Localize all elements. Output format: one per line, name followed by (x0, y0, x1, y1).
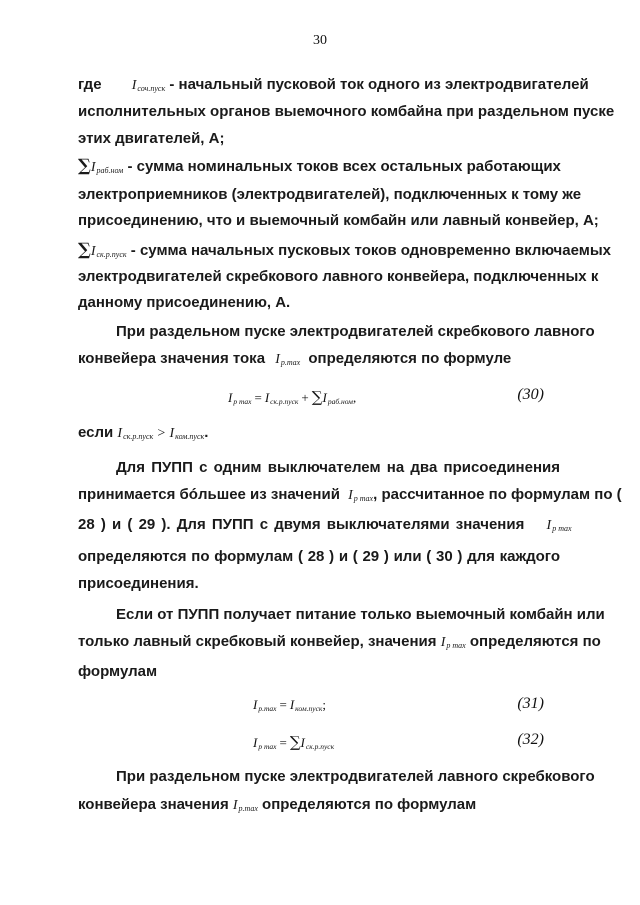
current-subscript: ск.р.пуск (123, 432, 154, 441)
current-symbol: $I_{р max}$ (440, 635, 466, 650)
current-symbol: $I_{ск.р.пуск}$ (117, 426, 154, 441)
sum-term: $\sum I_{ск.р.пуск}$ (78, 240, 127, 260)
text-span: конвейера значения тока (78, 350, 266, 367)
definition-2-line-3: присоединению, что и выемочный комбайн или лавный конвейер, А; (78, 212, 599, 229)
paragraph-1-line-1: При раздельном пуске электродвигателей скребкового лавного (116, 323, 595, 340)
paragraph-2-line-5: присоединения. (78, 575, 199, 592)
current-subscript: раб.ном (96, 166, 124, 175)
current-symbol: $I_{р.max}$ (275, 352, 301, 367)
sum-icon: ∑ (78, 240, 91, 260)
paragraph-2-line-4: определяются по формулам ( 28 ) и ( 29 ) или ( 30 ) для каждого (78, 548, 560, 565)
definition-3-line-2: электродвигателей скребкового лавного конвейера, подключенных к (78, 268, 599, 285)
formula-30-number: (30) (517, 386, 544, 403)
subscript: раб.ном (327, 397, 353, 406)
definition-2-line-1 (78, 157, 560, 180)
sum-icon: ∑ (289, 733, 301, 751)
definition-lead: где (78, 76, 102, 93)
text-span: конвейера значения (78, 796, 229, 813)
definition-text: - сумма номинальных токов всех остальных работающих (127, 158, 561, 175)
sum-term: $\sum I_{раб.ном}$ (78, 156, 124, 176)
sum-icon: ∑ (311, 388, 323, 406)
paragraph-1-line-2 (78, 350, 560, 372)
current-subscript: р max (353, 494, 374, 503)
current-symbol: $I_{р max}$ (546, 518, 572, 533)
text-span: , рассчитанное по формулам по ( (373, 486, 622, 503)
subscript: ком.пуск (295, 704, 323, 713)
subscript: р max (233, 397, 252, 406)
formula-32: $I_{р max} = \sum I_{ск.р.пуск}$ (253, 733, 335, 751)
current-subscript: соч.пуск (137, 84, 166, 93)
definition-1-line-2: исполнительных органов выемочного комбайна при раздельном пуске (78, 103, 615, 120)
current-symbol: $I_{соч.пуск}$ (131, 78, 166, 93)
current-subscript: р max (552, 524, 572, 533)
current-symbol: $I_{ком.пуск}$ (169, 426, 205, 441)
paragraph-2-line-3 (78, 516, 572, 538)
paragraph-2-line-2 (78, 486, 622, 508)
paragraph-4-line-1: При раздельном пуске электродвигателей лавного скребкового (116, 768, 595, 785)
formula-31-number: (31) (517, 695, 544, 712)
paragraph-3-line-2 (78, 633, 601, 655)
definition-3-line-3: данному присоединению, А. (78, 294, 291, 311)
definition-1-line-3: этих двигателей, А; (78, 130, 225, 147)
text-span: определяются по (469, 633, 601, 650)
text-span: принимается бóльшее из значений (78, 486, 340, 503)
sum-icon: ∑ (78, 156, 91, 176)
definition-text: - начальный пусковой ток одного из электродвигателей (169, 76, 589, 93)
current-subscript: р.max (238, 804, 258, 813)
subscript: р max (258, 742, 277, 751)
text-span: определяются по формулам (262, 796, 477, 813)
text-span: определяются по формуле (308, 350, 512, 367)
text-span: если (78, 424, 114, 441)
definition-1-line-1 (78, 76, 589, 98)
paragraph-2-line-1: Для ПУПП с одним выключателем на два присоединения (116, 459, 560, 476)
paragraph-3-line-3: формулам (78, 663, 158, 680)
current-symbol: $I_{р max}$ (348, 488, 374, 503)
definition-2-line-2: электроприемников (электродвигателей), подключенных к тому же (78, 186, 582, 203)
text-span: только лавный скребковый конвейер, значения (78, 633, 437, 650)
formula-31: $I_{р.max} = I_{ком.пуск}$; (253, 697, 327, 713)
current-symbol: $I_{р.max}$ (232, 798, 258, 813)
paragraph-3-line-1: Если от ПУПП получает питание только выемочный комбайн или (116, 606, 605, 623)
subscript: ск.р.пуск (270, 397, 299, 406)
current-subscript: р.max (280, 358, 301, 367)
formula-32-number: (32) (517, 731, 544, 748)
page-number: 30 (313, 33, 327, 48)
definition-3-line-1 (78, 240, 611, 264)
subscript: р.max (258, 704, 277, 713)
current-subscript: р max (446, 641, 466, 650)
subscript: ск.р.пуск (305, 742, 335, 751)
current-subscript: ком.пуск (175, 432, 205, 441)
formula-30: $I_{р max} = I_{ск.р.пуск} + \sum I_{раб.ном}$, (228, 388, 357, 406)
text-span: 28 ) и ( 29 ). Для ПУПП с двумя выключателями значения (78, 516, 525, 533)
greater-than-sign: > (157, 426, 166, 441)
condition-line: если $I_{ск.р.пуск} > I_{ком.пуск}$. (78, 424, 209, 441)
paragraph-4-line-2 (78, 796, 560, 818)
current-subscript: ск.р.пуск (96, 250, 127, 259)
definition-text: - сумма начальных пусковых токов одновременно включаемых (130, 242, 611, 259)
